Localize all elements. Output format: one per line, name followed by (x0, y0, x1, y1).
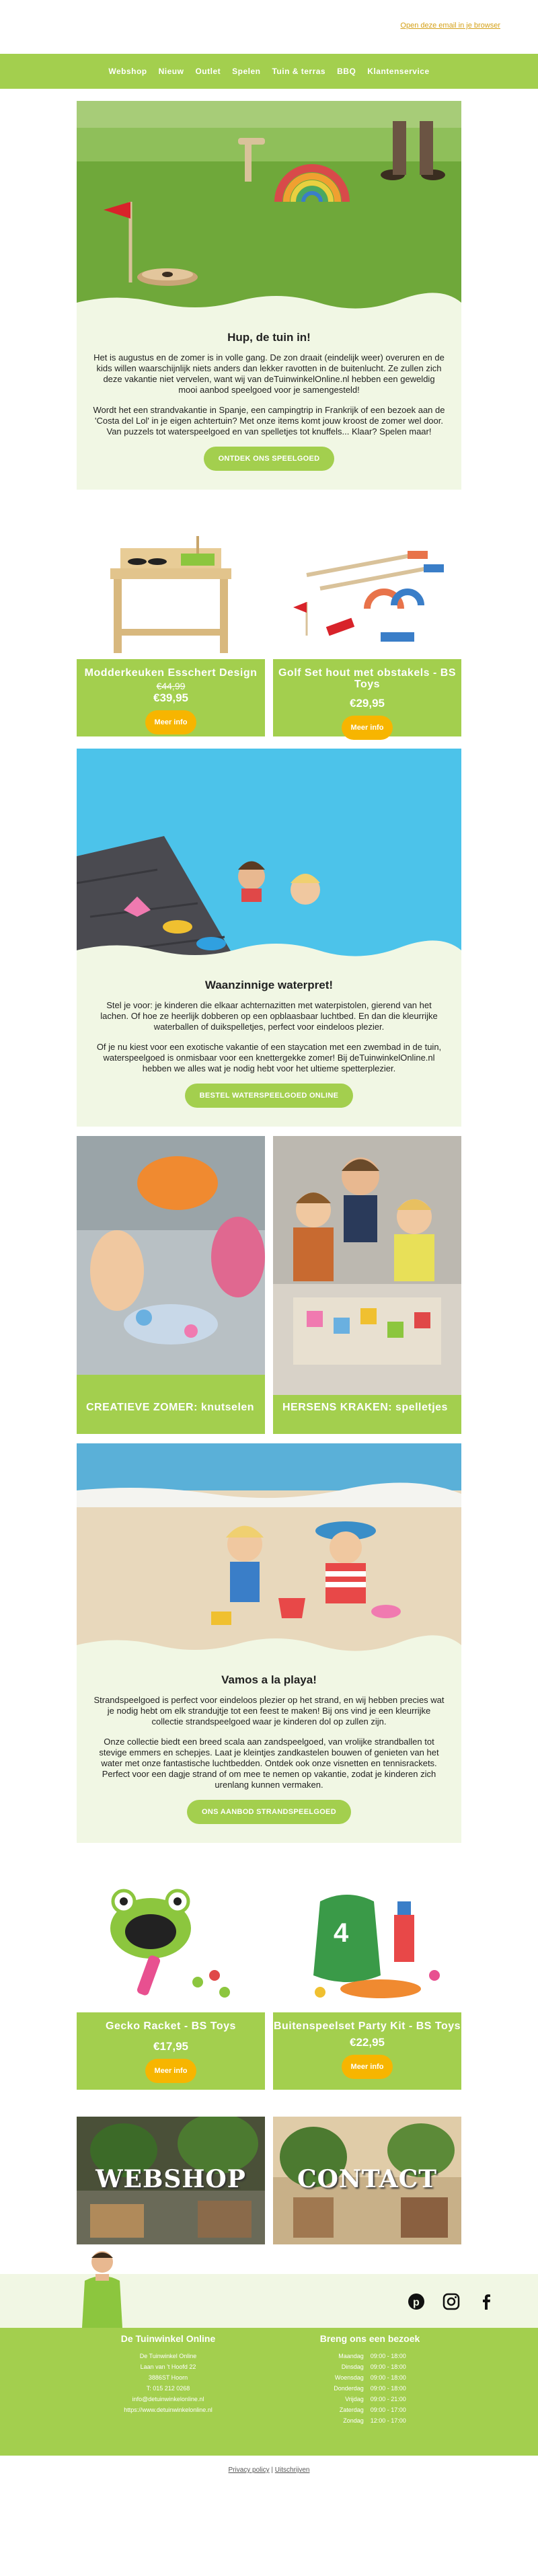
more-info-button[interactable]: Meer info (145, 2059, 197, 2083)
webshop-banner-text: WEBSHOP (95, 2165, 246, 2193)
category-card-games[interactable] (273, 1136, 461, 1434)
contact-banner[interactable] (273, 2117, 461, 2244)
product-info (77, 2012, 265, 2090)
intro-section (77, 316, 461, 490)
footer-address-street: Laan van 't Hoofd 22 (140, 2363, 196, 2370)
preheader (0, 0, 538, 54)
footer-company-name: De Tuinwinkel Online (139, 2353, 197, 2359)
nav-item-tuin[interactable]: Tuin & terras (272, 67, 326, 76)
instagram-icon[interactable] (443, 2293, 460, 2314)
footer-website[interactable]: https://www.detuinwinkelonline.nl (124, 2407, 213, 2413)
beach-section (77, 1659, 461, 1843)
day-label: Woensdag (334, 2374, 364, 2381)
product-old-price: €44,99 (156, 681, 186, 691)
footer-hours-title: Breng ons een bezoek (319, 2333, 420, 2344)
day-label: Maandag (338, 2353, 364, 2359)
nav-item-bbq[interactable]: BBQ (337, 67, 356, 76)
svg-text:p: p (413, 2297, 420, 2308)
pinterest-icon[interactable] (408, 2293, 425, 2314)
footer-email[interactable]: info@detuinwinkelonline.nl (132, 2396, 204, 2402)
webshop-banner[interactable] (77, 2117, 265, 2244)
social-links (408, 2293, 495, 2314)
water-section (77, 964, 461, 1127)
day-label: Donderdag (334, 2385, 364, 2392)
beach-title: Vamos a la playa! (221, 1673, 317, 1686)
product-row-1 (77, 518, 461, 736)
legal-separator: | (269, 2466, 275, 2474)
product-price: €17,95 (153, 2040, 188, 2053)
product-info (273, 659, 461, 736)
more-info-button[interactable]: Meer info (342, 2055, 393, 2079)
banner-row (77, 2117, 461, 2244)
day-hours: 09:00 - 18:00 (370, 2385, 406, 2392)
day-label: Dinsdag (341, 2363, 364, 2370)
water-paragraph-1: Stel je voor: je kinderen die elkaar achternazitten met waterpistolen, gierend van het lachen. Of hoe ze heerlijk dobberen op een opblaasbaar luchtbed. En dan die kleurrijke waterballen of duikspelletjes, perfect voor eindeloos plezier. (100, 1000, 438, 1032)
category-label: HERSENS KRAKEN: spelletjes (273, 1395, 461, 1434)
footer-social-bar (0, 2274, 538, 2328)
water-image[interactable] (77, 749, 461, 964)
product-name: Gecko Racket - BS Toys (106, 2020, 236, 2032)
product-card (77, 1871, 265, 2090)
beach-toys-button[interactable]: ONS AANBOD STRANDSPEELGOED (187, 1800, 351, 1824)
day-hours: 09:00 - 18:00 (370, 2374, 406, 2381)
privacy-policy-link[interactable]: Privacy policy (228, 2466, 270, 2474)
opening-hours (282, 2351, 457, 2426)
contact-banner-text: CONTACT (297, 2165, 438, 2193)
more-info-button[interactable]: Meer info (145, 710, 197, 734)
category-image-games[interactable] (273, 1136, 461, 1395)
nav-item-outlet[interactable]: Outlet (195, 67, 221, 76)
product-name: Buitenspeelset Party Kit - BS Toys (273, 2020, 461, 2032)
product-image-party-kit[interactable] (273, 1871, 461, 2012)
day-hours: 09:00 - 18:00 (370, 2363, 406, 2370)
day-hours: 09:00 - 18:00 (370, 2353, 406, 2359)
svg-text:4: 4 (334, 1918, 349, 1948)
day-hours: 09:00 - 17:00 (370, 2407, 406, 2413)
category-label: CREATIEVE ZOMER: knutselen (77, 1395, 265, 1434)
footer (0, 2328, 538, 2456)
category-card-crafts[interactable] (77, 1136, 265, 1434)
product-price: €22,95 (350, 2036, 385, 2049)
category-row (77, 1136, 461, 1434)
day-hours: 09:00 - 21:00 (370, 2396, 406, 2402)
product-name: Golf Set hout met obstakels - BS Toys (278, 667, 457, 690)
intro-paragraph-2: Wordt het een strandvakantie in Spanje, een campingtrip in Frankrijk of een bezoek aan de 'Costa del Lol' in je eigen achtertuin? Met onze items komt jouw kroost de zomer wel door. Van puzzels tot waterspeelgoed en van spelletjes tot knuffels... Klaar? Spelen maar! (93, 405, 445, 437)
beach-paragraph-1: Strandspeelgoed is perfect voor eindeloos plezier op het strand, en wij hebben precies wat je nodig hebt om elk strandujtje tot een feest te maken! Bij ons vind je een kleurrijke collectie strandspeelgoed waar je kinderen dol op zullen zijn. (93, 1695, 445, 1727)
facebook-icon[interactable] (477, 2293, 495, 2314)
footer-company-title: De Tuinwinkel Online (120, 2333, 216, 2344)
intro-title: Hup, de tuin in! (227, 331, 311, 344)
day-label: Zondag (343, 2417, 364, 2424)
category-image-crafts[interactable] (77, 1136, 265, 1395)
main-nav (0, 54, 538, 89)
nav-item-spelen[interactable]: Spelen (232, 67, 261, 76)
hero-image[interactable] (77, 101, 461, 316)
more-info-button[interactable]: Meer info (342, 716, 393, 740)
discover-toys-button[interactable]: ONTDEK ONS SPEELGOED (204, 447, 335, 471)
product-image-gecko-racket[interactable] (77, 1871, 265, 2012)
day-label: Zaterdag (339, 2407, 364, 2413)
order-water-toys-button[interactable]: BESTEL WATERSPEELGOED ONLINE (185, 1084, 354, 1108)
beach-paragraph-2: Onze collectie biedt een breed scala aan zandspeelgoed, van vrolijke strandballen tot stevige emmers en schepjes. Laat je kleintjes zandkastelen bouwen of genieten van het water met onze fantastische luchtbedden. Ontdek ook onze visnetten en tennisrackets. Perfect voor een dagje strand of om mee te nemen op vakantie, zodat je kinderen zich urenlang kunnen vermaken. (99, 1737, 439, 1790)
product-price: €39,95 (153, 691, 188, 704)
day-hours: 12:00 - 17:00 (370, 2417, 406, 2424)
nav-item-webshop[interactable]: Webshop (108, 67, 147, 76)
intro-paragraph-1: Het is augustus en de zomer is in volle gang. De zon draait (eindelijk weer) overuren en de kids willen waarschijnlijk niets anders dan lekker ravotten in de buitenlucht. Ze zullen zich deze vakantie niet vervelen, want wij van deTuinwinkelOnline.nl hebben een geweldig mooi aanbod speelgoed voor je samengesteld! (93, 352, 445, 395)
unsubscribe-link[interactable]: Uitschrijven (274, 2466, 310, 2474)
nav-item-klantenservice[interactable]: Klantenservice (367, 67, 430, 76)
product-price: €29,95 (350, 697, 385, 710)
footer-phone[interactable]: T: 015 212 0268 (146, 2385, 190, 2392)
product-card (273, 1871, 461, 2090)
product-image-golf-set[interactable] (273, 518, 461, 659)
product-row-2 (77, 1871, 461, 2090)
footer-company (81, 2333, 256, 2456)
staff-avatar (75, 2247, 129, 2328)
footer-address-city: 3886ST Hoorn (148, 2374, 188, 2381)
product-card (77, 518, 265, 736)
product-image-mud-kitchen[interactable] (77, 518, 265, 659)
day-label: Vrijdag (345, 2396, 364, 2402)
product-name: Modderkeuken Esschert Design (84, 667, 258, 679)
water-paragraph-2: Of je nu kiest voor een exotische vakantie of een staycation met een zwembad in de tuin, waterspeelgoed is onmisbaar voor een knettergekke zomer! Bij deTuinwinkelOnline.nl hebben we alles wat je nodig hebt voor het ultieme spetterplezier. (96, 1042, 442, 1073)
browser-link[interactable]: Open deze email in je browser (400, 22, 500, 30)
footer-hours (282, 2333, 457, 2456)
product-card (273, 518, 461, 736)
water-title: Waanzinnige waterpret! (204, 979, 334, 991)
legal-links (0, 2456, 538, 2487)
beach-image[interactable] (77, 1443, 461, 1659)
nav-item-nieuw[interactable]: Nieuw (158, 67, 184, 76)
product-info (77, 659, 265, 736)
product-info (273, 2012, 461, 2090)
